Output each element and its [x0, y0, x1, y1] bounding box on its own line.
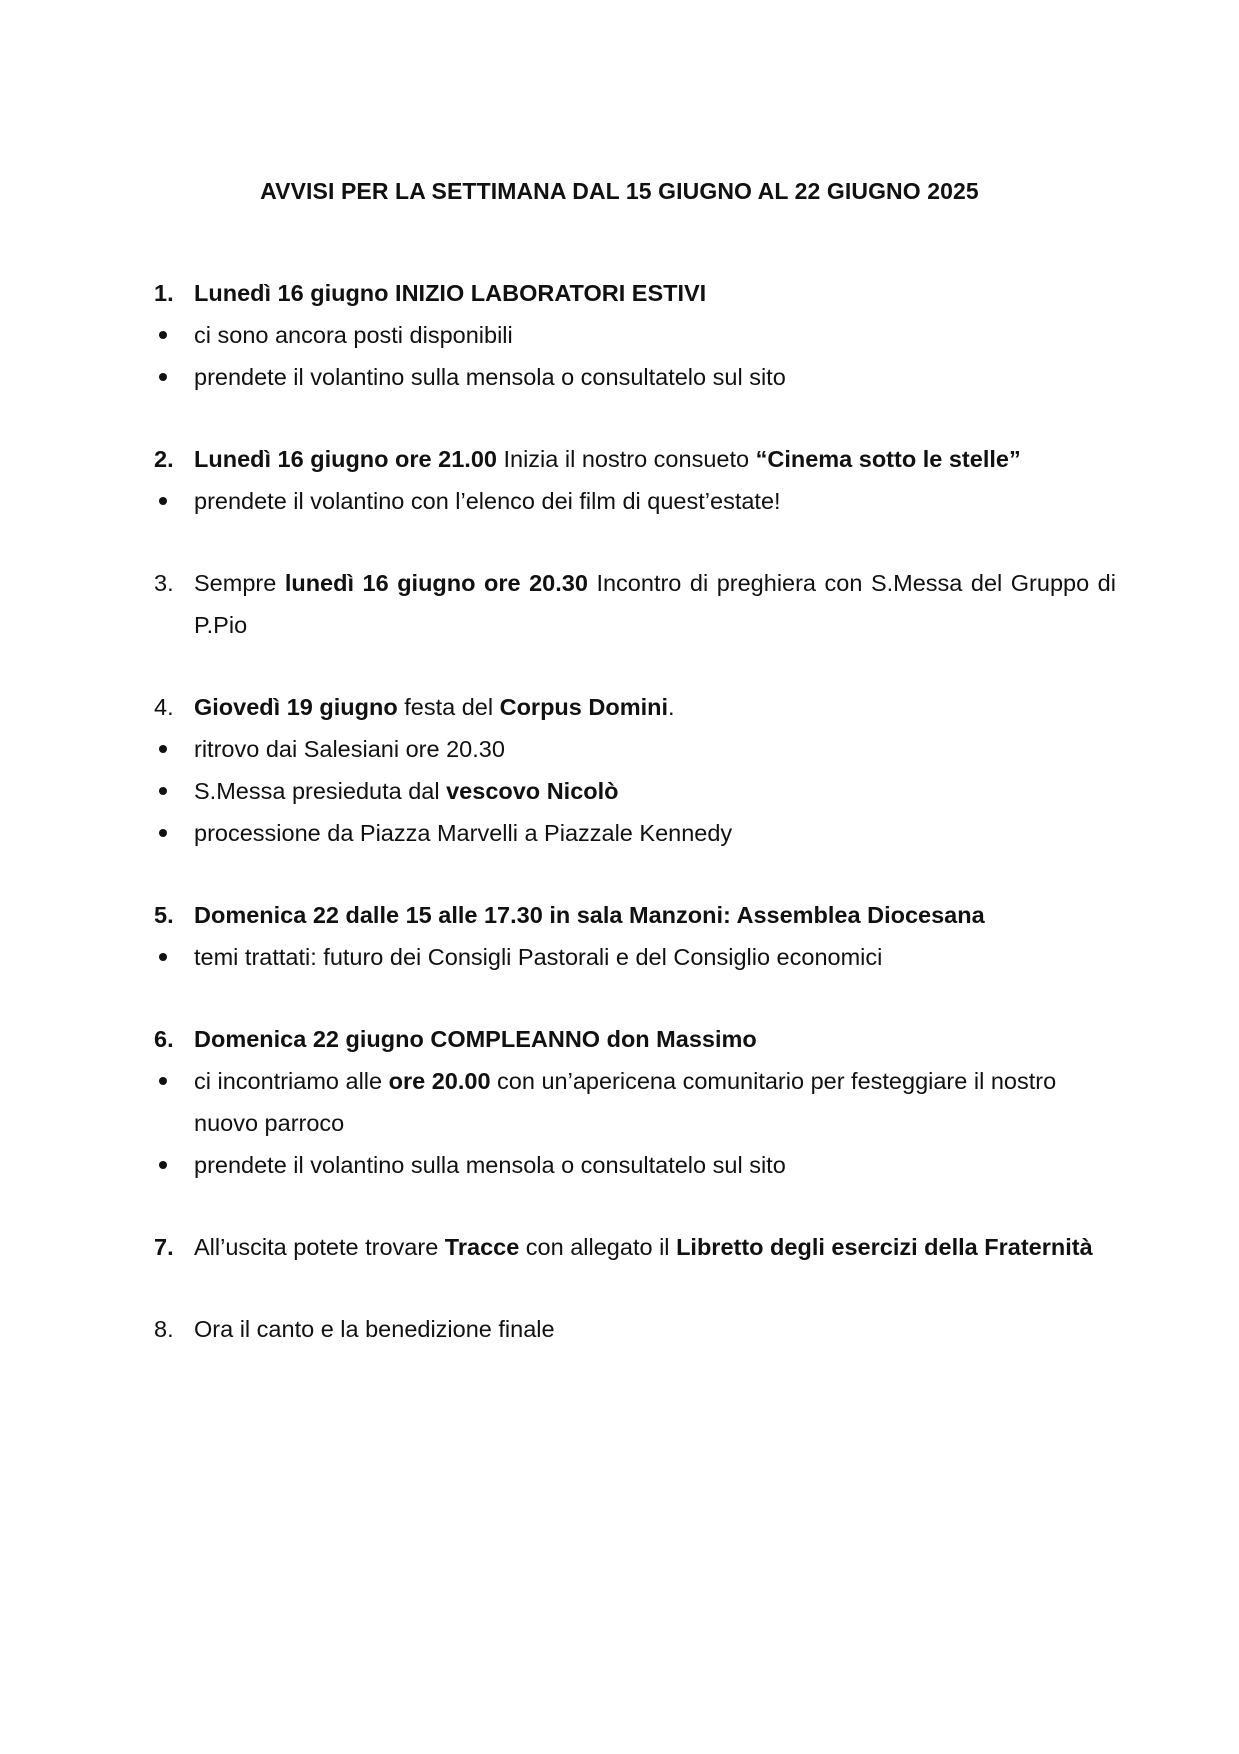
bullet-icon — [159, 331, 167, 339]
announcement-item — [154, 894, 1116, 936]
text: temi trattati: futuro dei Consigli Pastorali e del Consiglio economici — [194, 944, 883, 970]
item-number: 4. — [154, 694, 174, 720]
bullet-item — [154, 936, 1116, 978]
bullet-icon — [159, 829, 167, 837]
text: Sempre — [194, 570, 285, 596]
bullet-icon — [159, 373, 167, 381]
announcement-item — [154, 438, 1116, 480]
bold-text: Giovedì 19 giugno — [194, 694, 398, 720]
bullet-item — [154, 812, 1116, 854]
text: festa del — [397, 694, 500, 720]
text: ci sono ancora posti disponibili — [194, 322, 513, 348]
text: S.Messa presieduta dal — [194, 778, 447, 804]
text: All’uscita potete trovare — [194, 1234, 445, 1260]
item-number: 1. — [154, 280, 174, 306]
bold-text: lunedì 16 giugno ore 20.30 — [284, 570, 588, 596]
bold-text: Libretto degli esercizi della Fraternità — [676, 1234, 1093, 1260]
text: Inizia il nostro consueto — [496, 446, 756, 472]
bullet-icon — [159, 745, 167, 753]
text: processione da Piazza Marvelli a Piazzale Kennedy — [194, 820, 733, 846]
bullet-item — [154, 1144, 1116, 1186]
bullet-icon — [159, 1077, 167, 1085]
announcement-item — [154, 686, 1116, 728]
bold-text: “Cinema sotto le stelle” — [755, 446, 1021, 472]
bold-text: Domenica 22 giugno COMPLEANNO don Massimo — [194, 1026, 757, 1052]
item-number: 7. — [154, 1234, 174, 1260]
text: Ora il canto e la benedizione finale — [194, 1316, 555, 1342]
bold-text: Corpus Domini — [499, 694, 669, 720]
text: . — [668, 694, 675, 720]
announcements-list — [154, 272, 1116, 1350]
bullet-item — [154, 480, 1116, 522]
text: con allegato il — [519, 1234, 677, 1260]
page-title: AVVISI PER LA SETTIMANA DAL 15 GIUGNO AL 22 GIUGNO 2025 — [260, 178, 979, 204]
spacer — [154, 854, 1116, 894]
item-number: 6. — [154, 1026, 174, 1052]
announcement-item — [154, 1018, 1116, 1060]
spacer — [154, 398, 1116, 438]
text: prendete il volantino con l’elenco dei film di quest’estate! — [194, 488, 781, 514]
bullet-item — [154, 728, 1116, 770]
bullet-item — [154, 314, 1116, 356]
bullet-icon — [159, 497, 167, 505]
spacer — [154, 1186, 1116, 1226]
text: con un’apericena comunitario per festeggiare il nostro nuovo parroco — [194, 1068, 1057, 1136]
text: Incontro di preghiera con S.Messa del Gruppo di P.Pio — [194, 570, 1116, 638]
text: prendete il volantino sulla mensola o consultatelo sul sito — [194, 364, 786, 390]
announcement-item — [154, 1226, 1116, 1268]
announcement-item — [154, 272, 1116, 314]
bold-text: Tracce — [444, 1234, 520, 1260]
bold-text: vescovo Nicolò — [446, 778, 619, 804]
bold-text: Domenica 22 dalle 15 alle 17.30 in sala Manzoni: Assemblea Diocesana — [194, 902, 985, 928]
item-number: 2. — [154, 446, 174, 472]
bullet-item — [154, 356, 1116, 398]
text: ci incontriamo alle — [194, 1068, 389, 1094]
item-number: 8. — [154, 1316, 174, 1342]
spacer — [154, 978, 1116, 1018]
item-number: 3. — [154, 570, 174, 596]
spacer — [154, 522, 1116, 562]
text: ritrovo dai Salesiani ore 20.30 — [194, 736, 505, 762]
item-number: 5. — [154, 902, 174, 928]
announcement-item — [154, 562, 1116, 646]
bullet-item — [154, 1060, 1116, 1144]
bullet-icon — [159, 787, 167, 795]
spacer — [154, 1268, 1116, 1308]
text: prendete il volantino sulla mensola o consultatelo sul sito — [194, 1152, 786, 1178]
bold-text: Lunedì 16 giugno INIZIO LABORATORI ESTIVI — [194, 280, 707, 306]
bold-text: ore 20.00 — [388, 1068, 491, 1094]
announcement-item — [154, 1308, 1116, 1350]
bullet-item — [154, 770, 1116, 812]
bullet-icon — [159, 1161, 167, 1169]
bullet-icon — [159, 953, 167, 961]
spacer — [154, 646, 1116, 686]
bold-text: Lunedì 16 giugno ore 21.00 — [194, 446, 497, 472]
